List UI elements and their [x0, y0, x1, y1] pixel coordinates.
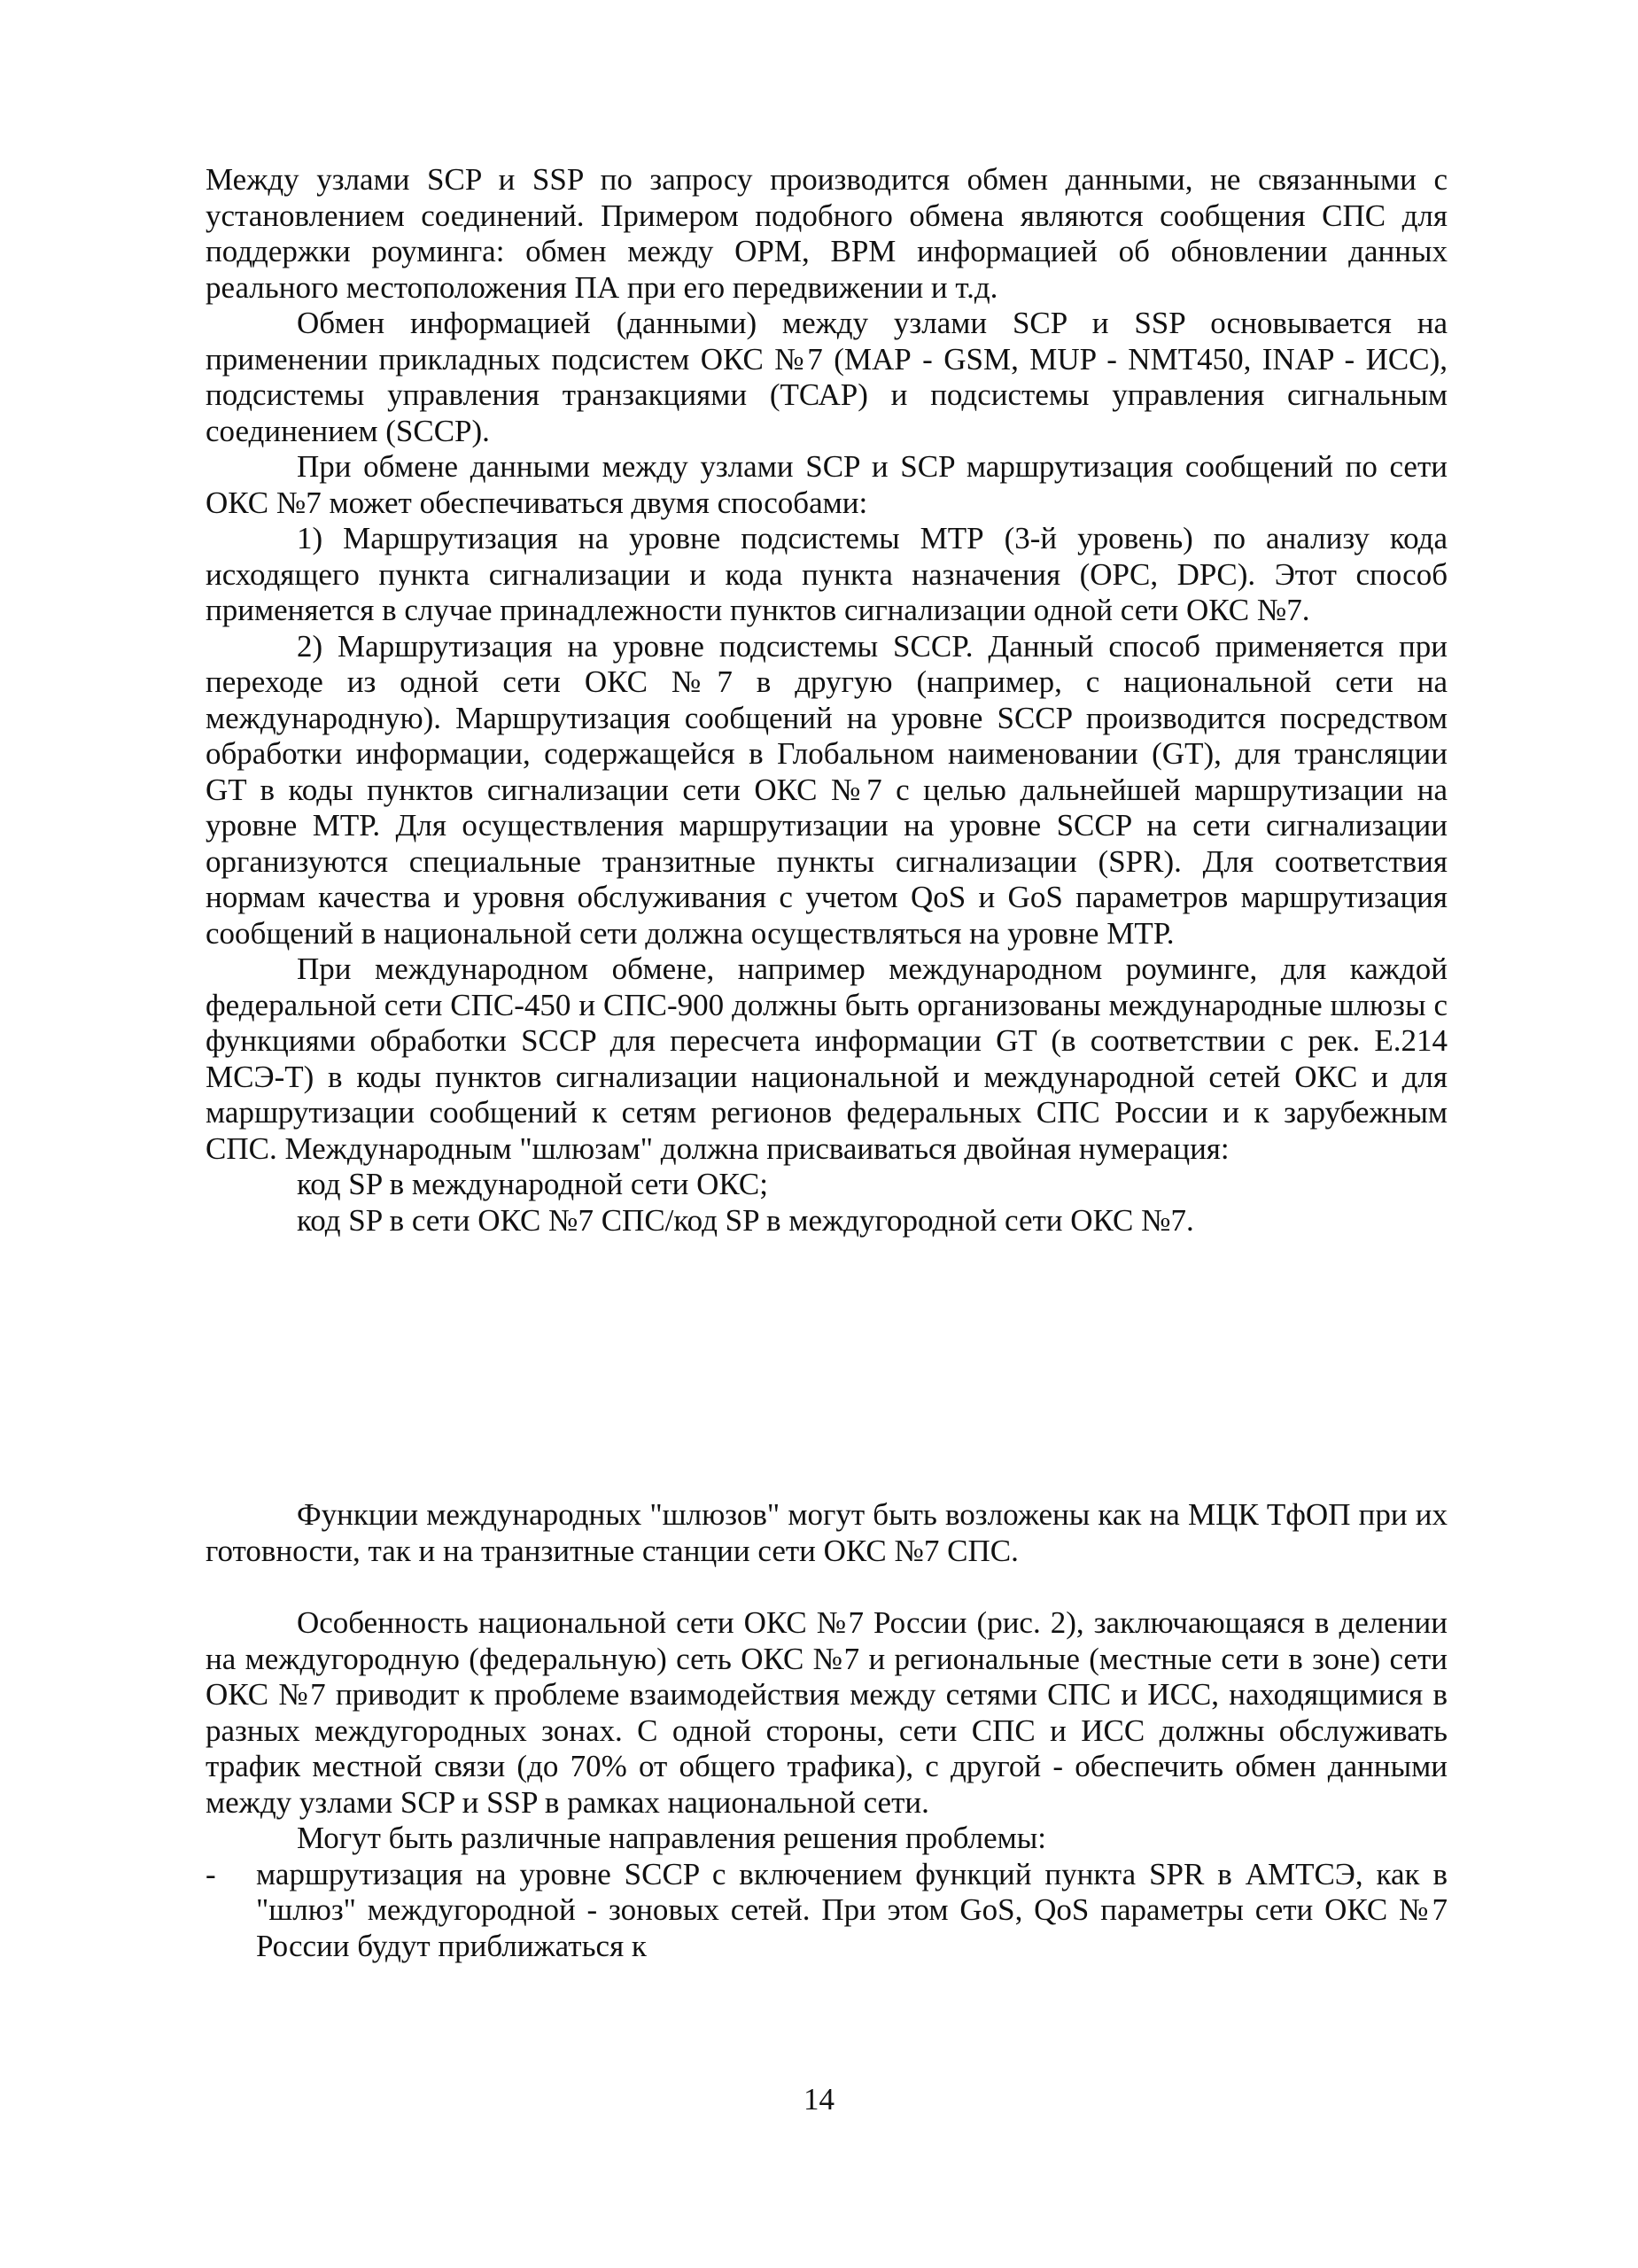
dual-numbering-list: [206, 1167, 1448, 1239]
paragraph-routing-methods-intro: При обмене данными между узлами SCP и SCP маршрутизация сообщений по сети ОКС №7 может обеспечиваться двумя способами:: [206, 449, 1448, 520]
solution-list: [206, 1857, 1448, 1965]
paragraph-international-exchange: При международном обмене, например международном роуминге, для каждой федеральной сети СПС-450 и СПС-900 должны быть организованы международные шлюзы с функциями обработки SCCP для пересчета информации GT (в соответствии с рек. Е.214 МСЭ-Т) в коды пунктов сигнализации национальной и международной сетей ОКС и для маршрутизации сообщений к сетям регионов федеральных СПС России и к зарубежным СПС. Международным "шлюзам" должна присваиваться двойная нумерация:: [206, 951, 1448, 1166]
paragraph-information-exchange-basis: Обмен информацией (данными) между узлами SCP и SSP основывается на применении прикладных подсистем ОКС №7 (МАР - GSM, MUP - NMT450, INAP - ИСС), подсистемы управления транзакциями (ТСАР) и подсистемы управления сигнальным соединением (SCCP).: [206, 306, 1448, 448]
paragraph-mtp-routing: 1) Маршрутизация на уровне подсистемы МТР (3-й уровень) по анализу кода исходящего пункта сигнализации и кода пункта назначения (OPC, DPC). Этот способ применяется в случае принадлежности пунктов сигнализации одной сети ОКС №7.: [206, 521, 1448, 627]
list-item: [206, 1857, 1448, 1965]
page-number: 14: [803, 2082, 835, 2117]
list-item: код SP в международной сети ОКС;: [297, 1167, 768, 1201]
paragraph-gateway-functions: Функции международных "шлюзов" могут быть возложены как на МЦК ТфОП при их готовности, так и на транзитные станции сети ОКС №7 СПС.: [206, 1497, 1448, 1568]
text-block-2: [206, 1497, 1448, 1569]
paragraph-solution-directions: Могут быть различные направления решения проблемы:: [297, 1821, 1046, 1855]
list-dash: -: [206, 1856, 216, 1891]
paragraph-data-exchange-scp-ssp: Между узлами SCP и SSP по запросу производится обмен данными, не связанными с установлением соединений. Примером подобного обмена являются сообщения СПС для поддержки роуминга: обмен между ОРМ, ВРМ информацией об обновлении данных реального местоположения ПА при его передвижении и т.д.: [206, 162, 1448, 305]
text-block-1: [206, 162, 1448, 1239]
list-item: код SP в сети ОКС №7 СПС/код SP в междугородной сети ОКС №7.: [297, 1202, 1194, 1238]
paragraph-sccp-routing: 2) Маршрутизация на уровне подсистемы SCCP. Данный способ применяется при переходе из одной сети ОКС №7 в другую (например, с национальной сети на международную). Маршрутизация сообщений на уровне SCCP производится посредством обработки информации, содержащейся в Глобальном наименовании (GT), для трансляции GT в коды пунктов сигнализации сети ОКС №7 с целью дальнейшей маршрутизации на уровне МТР. Для осуществления маршрутизации на уровне SCCP на сети сигнализации организуются специальные транзитные пункты сигнализации (SPR). Для соответствия нормам качества и уровня обслуживания с учетом QoS и GoS параметров маршрутизация сообщений в национальной сети должна осуществляться на уровне МТР.: [206, 628, 1448, 951]
list-item-text: маршрутизация на уровне SCCP с включением функций пункта SPR в АМТСЭ, как в "шлюз" междугородной - зоновых сетей. При этом GoS, QoS параметры сети ОКС №7 России будут приближаться к: [256, 1856, 1448, 1963]
paragraph-national-network-feature: Особенность национальной сети ОКС №7 России (рис. 2), заключающаяся в делении на междугородную (федеральную) сеть ОКС №7 и региональные (местные сети в зоне) сети ОКС №7 приводит к проблеме взаимодействия между сетями СПС и ИСС, находящимися в разных междугородных зонах. С одной стороны, сети СПС и ИСС должны обслуживать трафик местной связи (до 70% от общего трафика), с другой - обеспечить обмен данными между узлами SCP и SSP в рамках национальной сети.: [206, 1605, 1448, 1820]
text-block-3: [206, 1605, 1448, 1964]
